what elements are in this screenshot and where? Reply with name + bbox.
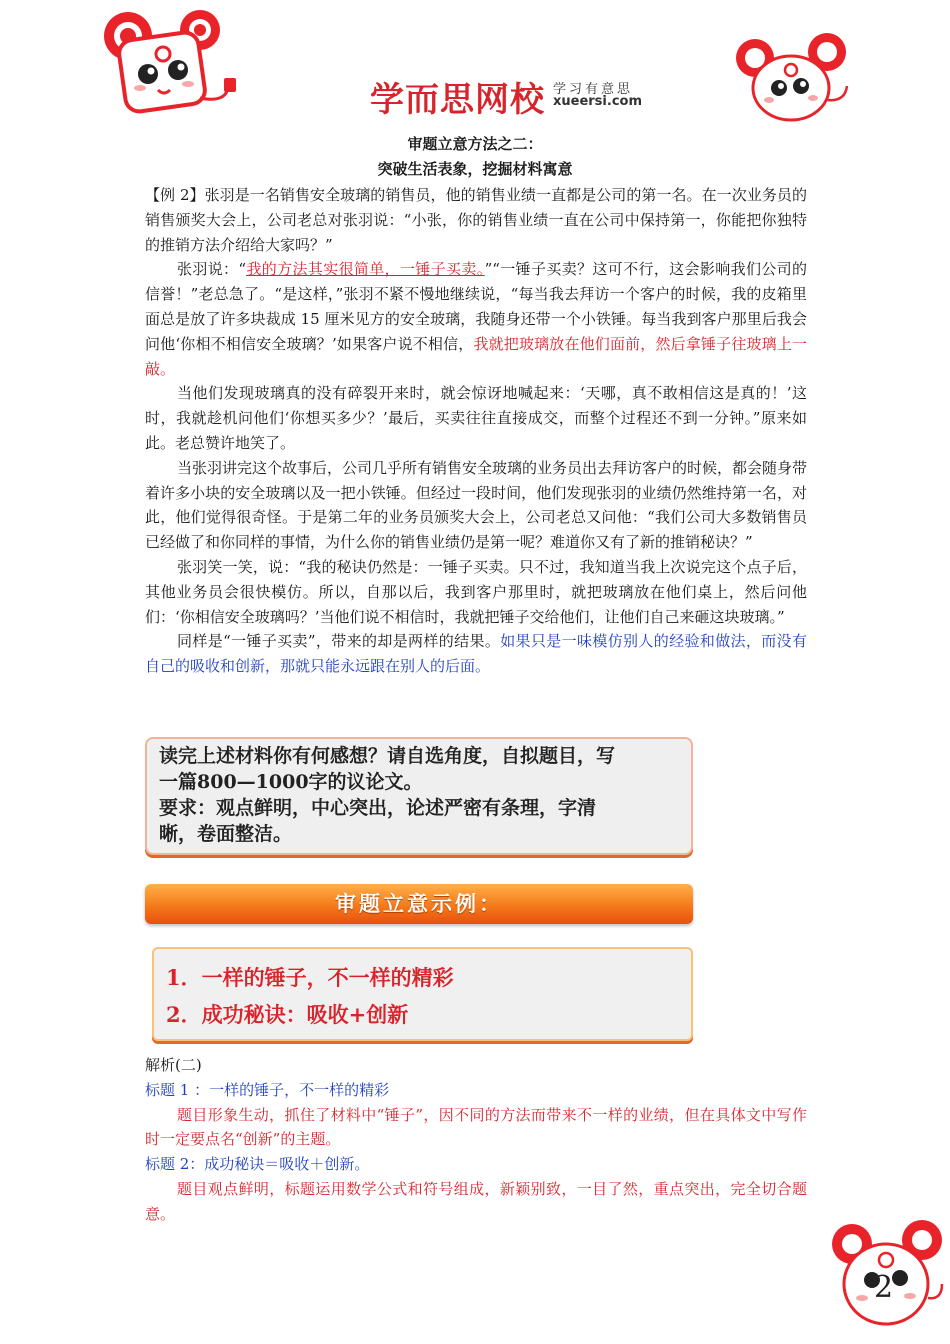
page-number: 2 xyxy=(874,1270,894,1305)
moral-text: 如果只是一味模仿别人的经验和做法，而没有自己的吸收和创新，那就只能永远跟在别人的后面。 xyxy=(145,632,807,676)
logo-main-text: 学而思网校 xyxy=(370,80,545,120)
passage-text: ”“一锤子买卖？这可不行，这会影响我们公司的信誉！”老总急了。“是这样，”张羽不紧不慢地继续说，“每当我去拜访一个客户的时候，我的皮箱里面总是放了许多块裁成 15 厘米见方的安全玻璃，我随身还带一个小铁锤。每当我到客户那里后我会问他‘你相不相信安全玻璃？’如果客户说不相信， xyxy=(145,260,808,353)
question-line: 一篇800—1000字的议论文。 xyxy=(159,771,423,793)
mascot-right-icon xyxy=(735,30,855,125)
analysis-comment: 题目观点鲜明，标题运用数学公式和符号组成，新颖别致，一目了然，重点突出，完全切合题意。 xyxy=(145,1179,807,1223)
highlight-text: 我就把玻璃放在他们面前，然后拿锤子往玻璃上一敲。 xyxy=(145,334,807,378)
passage xyxy=(145,183,807,679)
example-titles-box xyxy=(152,947,693,1041)
passage-paragraph: 张羽笑一笑，说：“我的秘诀仍然是：一锤子买卖。只不过，我知道当我上次说完这个点子后，其他业务员会很快模仿。所以，自那以后，我到客户那里时，就把玻璃放在他们桌上，然后问他们：‘你相信安全玻璃吗？’当他们说不相信时，我就把锤子交给他们，让他们自己来砸这块玻璃。” xyxy=(145,557,807,626)
page-header xyxy=(0,0,950,135)
logo-url: xueersi.com xyxy=(553,94,643,109)
passage-paragraph xyxy=(145,629,807,679)
passage-text: 同样是“一锤子买卖”，带来的却是两样的结果。 xyxy=(177,632,501,651)
analysis-section xyxy=(145,1053,807,1227)
passage-text: 张羽说：“ xyxy=(177,260,247,279)
question-line: 读完上述材料你有何感想？请自选角度，自拟题目，写 xyxy=(159,745,616,767)
question-box xyxy=(145,737,693,855)
logo-slogan: 学习有意思 xyxy=(553,82,634,97)
passage-paragraph xyxy=(145,257,807,381)
passage-paragraph: 当张羽讲完这个故事后，公司几乎所有销售安全玻璃的业务员出去拜访客户的时候，都会随身带着许多小块的安全玻璃以及一把小铁锤。但经过一段时间，他们发现张羽的业绩仍然维持第一名，对此，他们觉得很奇怪。于是第二年的业务员颁奖大会上，公司老总又问他：“我们公司大多数销售员已经做了和你同样的事情，为什么你的销售业绩仍是第一呢？难道你又有了新的推销秘诀？” xyxy=(145,458,808,552)
highlight-quote: 我的方法其实很简单，一锤子买卖。 xyxy=(246,260,485,279)
analysis-label: 标题 1 ：一样的锤子，不一样的精彩 xyxy=(145,1080,390,1099)
example-title: 1．一样的锤子，不一样的精彩 xyxy=(166,965,454,990)
section-title: 审题立意方法之二： xyxy=(407,135,543,153)
question-line: 晰，卷面整洁。 xyxy=(159,823,293,845)
question-line: 要求：观点鲜明，中心突出，论述严密有条理，字清 xyxy=(159,797,597,819)
example-title: 2．成功秘诀：吸收+创新 xyxy=(166,1002,409,1027)
analysis-heading: 解析(二) xyxy=(145,1056,202,1074)
passage-paragraph: 当他们发现玻璃真的没有碎裂开来时，就会惊讶地喊起来：‘天哪，真不敢相信这是真的！’这时，我就趁机问他们‘你想买多少？’最后，买卖往往直接成交，而整个过程还不到一分钟。”原来如此。老总赞许地笑了。 xyxy=(145,384,807,452)
analysis-comment: 题目形象生动，抓住了材料中“锤子”，因不同的方法而带来不一样的业绩，但在具体文中写作时一定要点名“创新”的主题。 xyxy=(145,1105,807,1149)
examples-banner: 审题立意示例： xyxy=(145,884,693,924)
passage-paragraph: 【例 2】张羽是一名销售安全玻璃的销售员，他的销售业绩一直都是公司的第一名。在一次业务员的销售颁奖大会上，公司老总对张羽说：“小张，你的销售业绩一直在公司中保持第一，你能把你独特的推销方法介绍给大家吗？” xyxy=(145,186,807,254)
mascot-left-icon xyxy=(100,8,250,123)
analysis-label: 标题 2：成功秘诀＝吸收＋创新。 xyxy=(145,1155,370,1174)
section-subtitle: 突破生活表象，挖掘材料寓意 xyxy=(377,160,573,178)
